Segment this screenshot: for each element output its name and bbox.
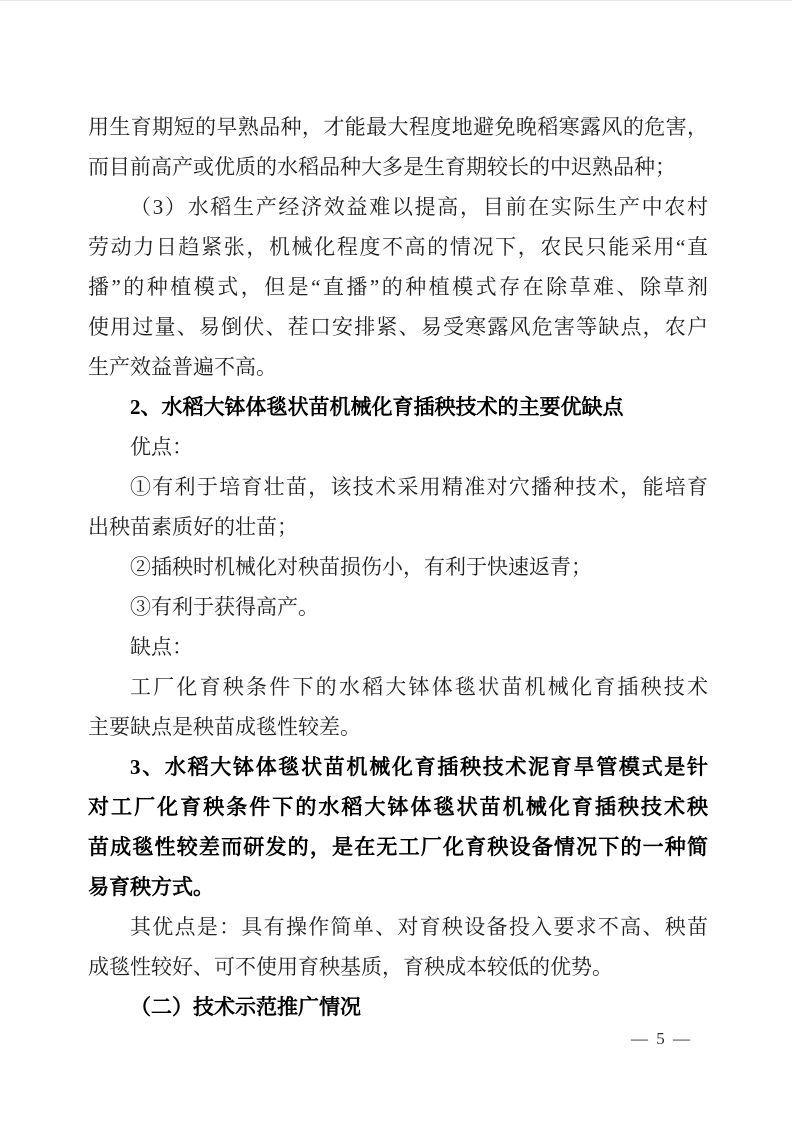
text-line: （3）水稻生产经济效益难以提高，目前在实际生产中农村 (130, 195, 708, 219)
text-line: 使用过量、易倒伏、茬口安排紧、易受寒露风危害等缺点，农户 (88, 315, 708, 339)
text-line: 工厂化育秧条件下的水稻大钵体毯状苗机械化育插秧技术 (130, 675, 708, 699)
text-line: 成毯性较好、可不使用育秧基质，育秧成本较低的优势。 (88, 955, 613, 979)
text-line: 易育秧方式。 (88, 875, 214, 899)
text-line: 而目前高产或优质的水稻品种大多是生育期较长的中迟熟品种； (88, 155, 676, 179)
text-line: 苗成毯性较差而研发的，是在无工厂化育秧设备情况下的一种简 (88, 835, 708, 859)
text-line: 缺点： (130, 635, 193, 659)
text-line: ②插秧时机械化对秧苗损伤小，有利于快速返青； (130, 555, 592, 579)
text-line: 对工厂化育秧条件下的水稻大钵体毯状苗机械化育插秧技术秧 (88, 795, 708, 819)
text-line: 优点： (130, 435, 193, 459)
text-line: 生产效益普遍不高。 (88, 355, 277, 379)
text-line: 2、水稻大钵体毯状苗机械化育插秧技术的主要优缺点 (130, 395, 624, 419)
text-line: ③有利于获得高产。 (130, 595, 319, 619)
text-line: ①有利于培育壮苗，该技术采用精准对穴播种技术，能培育 (130, 475, 708, 499)
text-line: （二）技术示范推广情况 (130, 995, 361, 1019)
text-line: 出秧苗素质好的壮苗； (88, 515, 298, 539)
text-line: 3、水稻大钵体毯状苗机械化育插秧技术泥育旱管模式是针 (130, 755, 708, 779)
text-line: 劳动力日趋紧张，机械化程度不高的情况下，农民只能采用“直 (88, 235, 708, 259)
text-line: 播”的种植模式，但是“直播”的种植模式存在除草难、除草剂 (88, 275, 708, 299)
text-line: 其优点是：具有操作简单、对育秧设备投入要求不高、秧苗 (130, 915, 708, 939)
page-footer (631, 1029, 692, 1049)
text-line: 主要缺点是秧苗成毯性较差。 (88, 715, 361, 739)
text-line: 用生育期短的早熟品种，才能最大程度地避免晚稻寒露风的危害， (88, 115, 708, 139)
page-number: — 5 — (631, 1029, 692, 1048)
document-body (88, 107, 708, 1027)
